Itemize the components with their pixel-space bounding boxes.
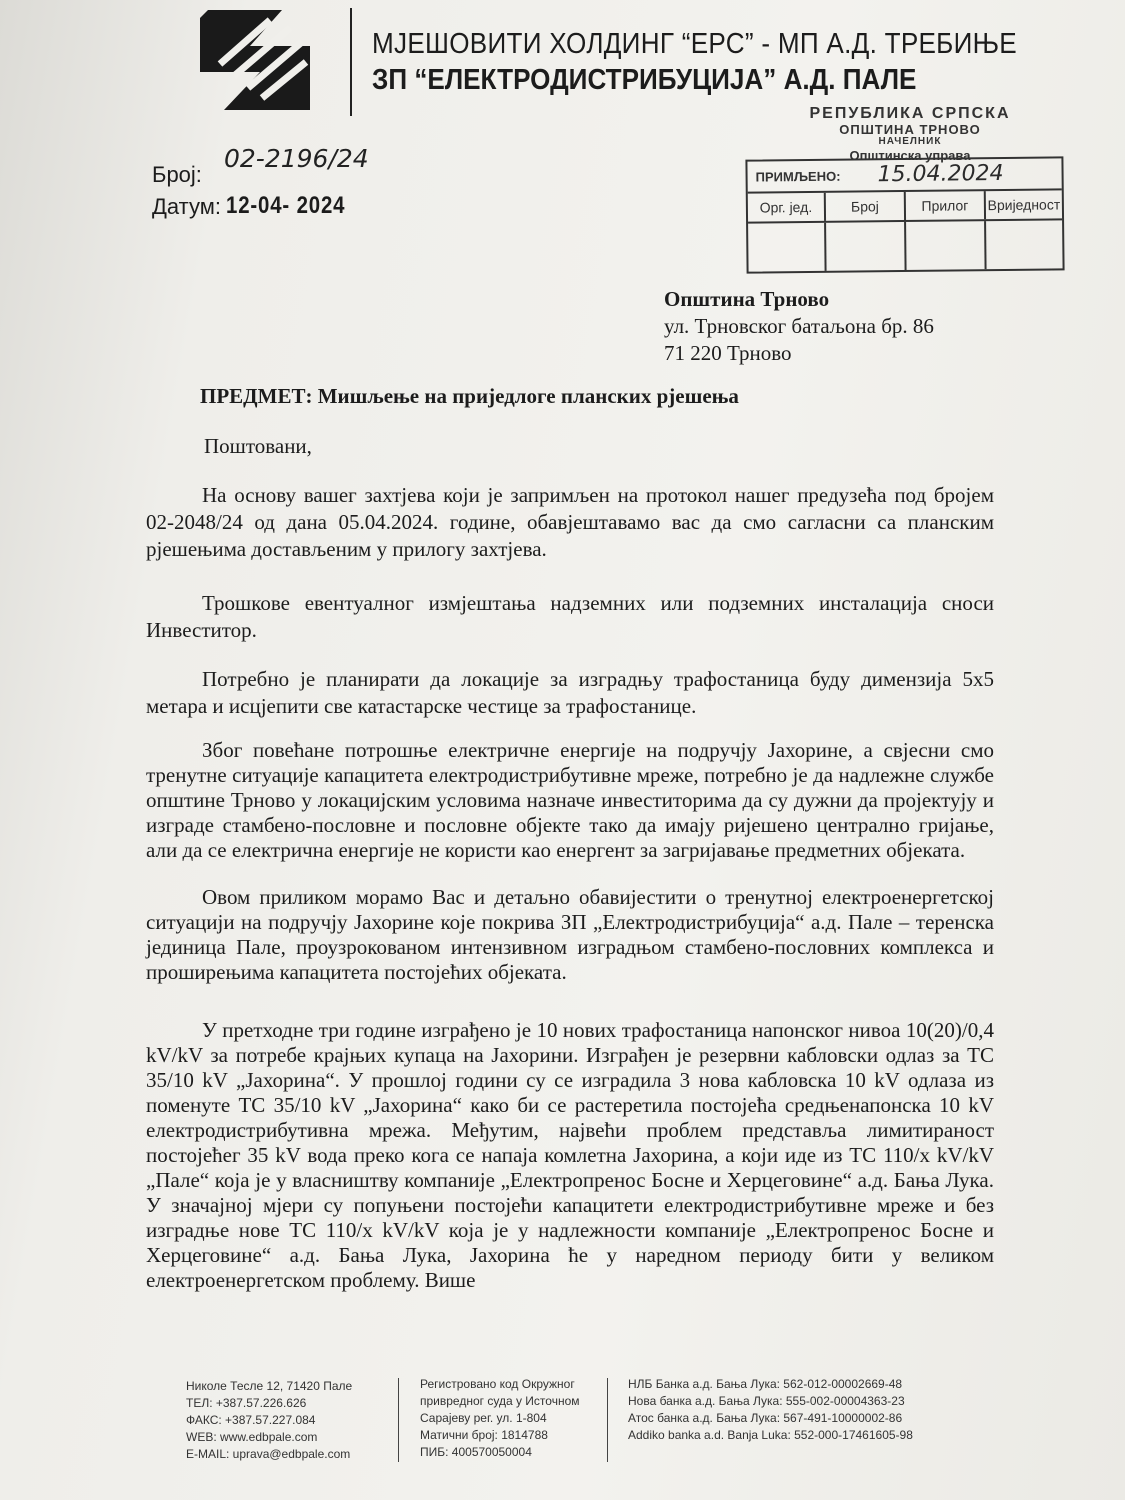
- stamp-col-number: Број: [826, 192, 906, 221]
- stamp-received-date: 15.04.2024: [877, 160, 1004, 188]
- body-paragraph: [146, 666, 994, 720]
- greeting: Поштовани,: [204, 434, 312, 458]
- stamp-cell: [826, 222, 906, 271]
- paragraph-text: На основу вашег захтјева који је запримљен на протокол нашег предузећа под бројем 02-2048/24 од дана 05.04.2024. године, обавјештавамо вас да смо сагласни са планским рјешењима достављеним у прилогу захтјева.: [146, 483, 994, 561]
- paragraph-text: Због повећане потрошње електричне енергије на подручју Јахорине, а свјесни смо тренутне ситуације капацитета електродистрибутивне мреже, потребно је да надлежне службе општине Трново у локацијским условима назначе инвеститорима да су дужни да пројектују и изграде стамбено-пословне и пословне објекте тако да имају ријешено централно гријање, али да се електрична енергије не користи као енергент за загријавање предметних објеката.: [146, 738, 994, 862]
- header-divider: [350, 8, 352, 116]
- footer-line: Регистровано код Окружног: [420, 1377, 575, 1391]
- paragraph-text: У претходне три године изграђено је 10 нових трафостаница напонског нивоа 10(20)/0,4 kV/kV за потребе крајњих купаца на Јахорини. Изграђен је резервни кабловски одлаз за ТС 35/10 kV „Јахорина“. У прошлој години су се изградила 3 нова кабловска 10 kV одлаза из поменуте ТС 35/10 kV „Јахорина“ како би се растеретила постојећа средњенапонска 10 kV електродистрибутивна мрежа. Међутим, највећи проблем представља лимитираност постојећег 35 kV вода преко кога се напаја комлетна Јахорина, а који иде из ТС 110/x kV/kV „Пале“ која је у власништву компаније „Електропренос Босне и Херцеговине“ а.д. Бања Лука. У значајној мјери су попуњени постојећи капацитети електродистрибутивне мреже и без изградње нове ТС 110/x kV/kV која је у надлежности компаније „Електропренос Босне и Херцеговине“ а.д. Бања Лука, Јахорина ће у наредном периоду бити у великом електроенергетском проблему. Више: [146, 1018, 994, 1292]
- stamp-col-org: Орг. јед.: [748, 193, 826, 222]
- received-stamp-box: [745, 156, 1064, 273]
- footer-bank: Атос банка а.д. Бања Лука: 567-491-10000002-86: [628, 1411, 903, 1425]
- stamp-cell: [748, 223, 826, 272]
- stamp-received-label: ПРИМЉЕНО:: [755, 168, 841, 185]
- recipient-street: ул. Трновског батаљона бр. 86: [664, 314, 934, 338]
- footer-divider: [398, 1378, 399, 1462]
- company-name-line2: ЗП “ЕЛЕКТРОДИСТРИБУЦИЈА” А.Д. ПАЛЕ: [372, 64, 917, 96]
- footer-line: Сарајеву рег. ул. 1-804: [420, 1411, 547, 1425]
- stamp-empty-cells: [748, 220, 1062, 271]
- footer-address: Николе Тесле 12, 71420 Пале: [186, 1379, 353, 1393]
- number-label: Број:: [152, 162, 202, 187]
- paragraph-text: Потребно је планирати да локације за изградњу трафостаница буду димензија 5x5 метара и исцјепити све катастарске честице за трафостанице.: [146, 667, 994, 718]
- body-paragraph: [146, 738, 994, 863]
- stamp-col-attachment: Прилог: [906, 191, 986, 220]
- recipient-address: [664, 286, 934, 367]
- footer-email: E-MAIL: uprava@edbpale.com: [186, 1447, 351, 1461]
- body-paragraph: [146, 482, 994, 563]
- stamp-administration: Општинска управа: [849, 148, 971, 163]
- body-paragraph: [146, 590, 994, 644]
- body-paragraph: [146, 1018, 994, 1293]
- paragraph-text: Овом приликом морамо Вас и детаљно обавијестити о тренутној електроенергетској ситуацији на подручју Јахорине које покрива ЗП „Електродистрибуција“ а.д. Пале – теренска јединица Пале, проузрокованом интензивном изградњом стамбено-пословних комплекса и проширењима капацитета постојећих објеката.: [146, 885, 994, 984]
- stamp-mayor: НАЧЕЛНИК: [878, 136, 942, 147]
- footer-contact: [186, 1378, 352, 1463]
- stamp-received-row: [747, 158, 1061, 193]
- subject-line: [200, 384, 739, 409]
- footer-fax: ФАКС: +387.57.227.084: [186, 1413, 316, 1427]
- stamp-cell: [906, 221, 986, 270]
- recipient-city: 71 220 Трново: [664, 341, 792, 365]
- footer-bank: Нова банка а.д. Бања Лука: 555-002-00004363-23: [628, 1394, 905, 1408]
- footer-web: WEB: www.edbpale.com: [186, 1430, 318, 1444]
- date-label: Датум:: [152, 194, 221, 219]
- footer-bank: Addiko banka a.d. Banja Luka: 552-000-17461605-98: [628, 1428, 913, 1442]
- footer-bank: НЛБ Банка а.д. Бања Лука: 562-012-00002669-48: [628, 1377, 903, 1391]
- paragraph-text: Трошкове евентуалног измјештања надземних или подземних инсталација сноси Инвеститор.: [146, 591, 994, 642]
- stamp-columns: [748, 190, 1062, 223]
- company-logo-icon: [190, 6, 330, 118]
- footer-line: ПИБ: 400570050004: [420, 1445, 532, 1459]
- recipient-name: Општина Трново: [664, 287, 830, 311]
- subject-text: : Мишљење на приједлоге планских рјешења: [305, 384, 739, 408]
- stamp-cell: [986, 220, 1062, 269]
- subject-label: ПРЕДМЕТ: [200, 384, 306, 408]
- received-stamp-header: [770, 106, 1050, 162]
- stamp-municipality: ОПШТИНА ТРНОВО: [839, 122, 981, 137]
- stamp-col-value: Вриједност: [987, 196, 1061, 214]
- body-paragraph: [146, 885, 994, 985]
- footer-registration: [414, 1376, 580, 1461]
- footer-line: Матични број: 1814788: [420, 1428, 548, 1442]
- footer-line: привредног суда у Источном: [420, 1394, 580, 1408]
- footer-banks: [618, 1376, 913, 1444]
- stamp-republic: РЕПУБЛИКА СРПСКА: [809, 105, 1011, 122]
- number-value: 02-2196/24: [224, 144, 369, 173]
- footer-divider: [607, 1378, 608, 1462]
- footer-phone: ТЕЛ: +387.57.226.626: [186, 1396, 307, 1410]
- company-name-line1: МЈЕШОВИТИ ХОЛДИНГ “ЕРС” - МП А.Д. ТРЕБИЊЕ: [372, 28, 1017, 60]
- date-value: 12-04- 2024: [226, 192, 346, 219]
